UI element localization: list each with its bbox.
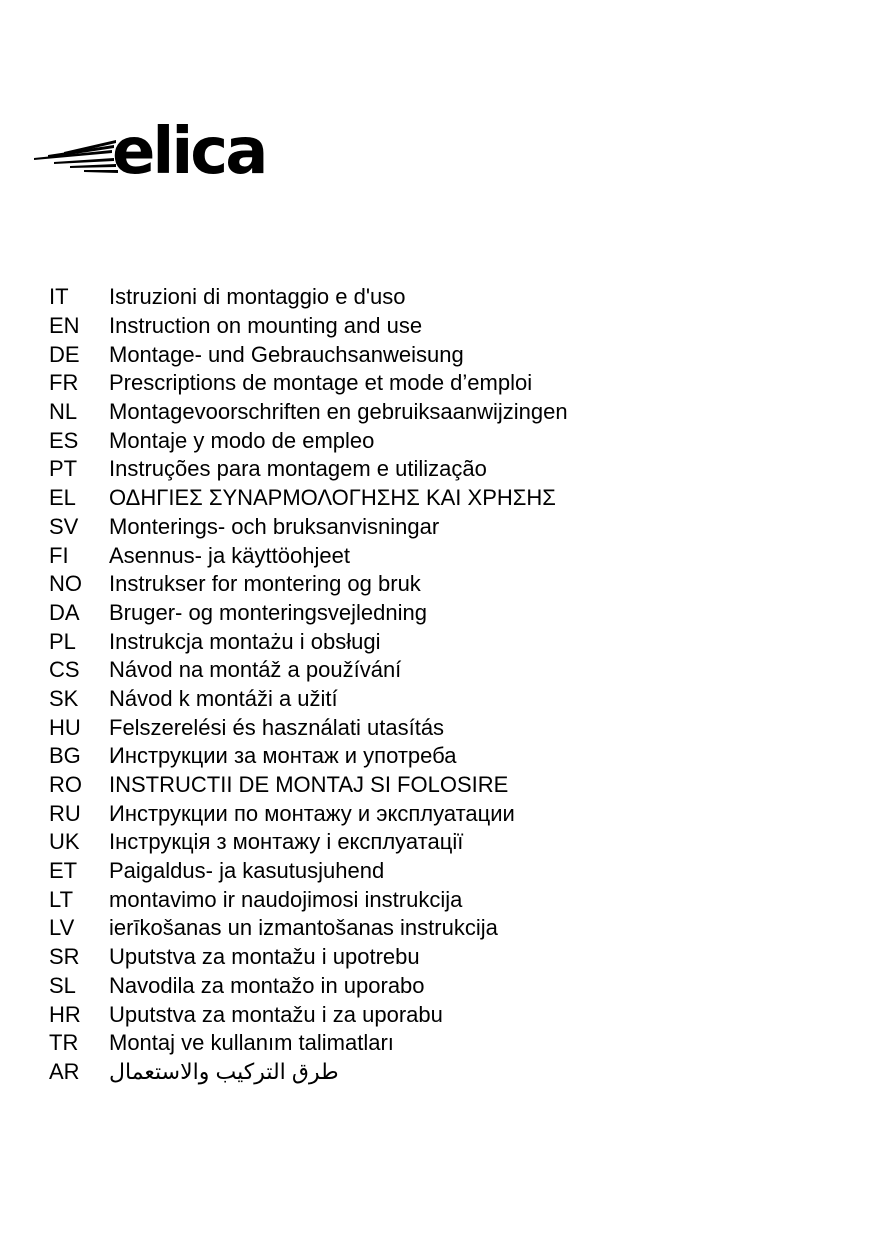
language-instruction-title: Monterings- och bruksanvisningar — [109, 513, 440, 539]
language-row — [49, 570, 568, 599]
language-row — [49, 857, 568, 886]
language-code: UK — [49, 829, 80, 855]
language-code: ET — [49, 858, 78, 884]
language-code: LT — [49, 886, 74, 912]
elica-logo — [34, 115, 296, 189]
language-row — [49, 627, 568, 656]
language-instruction-title: Instruction on mounting and use — [109, 313, 423, 339]
language-instruction-title: Инструкции за монтаж и употреба — [109, 743, 457, 769]
language-instruction-title: Інструкція з монтажу і експлуатації — [109, 829, 464, 855]
language-code: LV — [49, 915, 75, 941]
language-code: IT — [49, 284, 69, 310]
language-code: NO — [49, 571, 82, 597]
language-code: SL — [49, 972, 76, 998]
language-code: AR — [49, 1058, 80, 1084]
language-row — [49, 455, 568, 484]
language-instruction-title: Instrukcja montażu i obsługi — [109, 628, 381, 654]
language-code: DA — [49, 599, 80, 625]
language-instruction-title: Instrukser for montering og bruk — [109, 571, 421, 597]
language-row — [49, 369, 568, 398]
language-instruction-title: Bruger- og monteringsvejledning — [109, 599, 427, 625]
language-row — [49, 426, 568, 455]
language-instruction-title: Uputstva za montažu i upotrebu — [109, 944, 420, 970]
language-instruction-title: montavimo ir naudojimosi instrukcija — [109, 886, 463, 912]
language-row — [49, 828, 568, 857]
language-code: RO — [49, 772, 82, 798]
language-code: FR — [49, 370, 79, 396]
language-row — [49, 1058, 568, 1087]
language-row — [49, 943, 568, 972]
logo-wordmark: elica — [112, 115, 266, 189]
language-instruction-title: طرق التركيب والاستعمال — [109, 1058, 339, 1084]
language-code: CS — [49, 657, 80, 683]
language-code: SK — [49, 685, 79, 711]
language-list — [49, 283, 568, 1086]
language-row — [49, 283, 568, 312]
language-row — [49, 885, 568, 914]
language-row — [49, 398, 568, 427]
language-row — [49, 1029, 568, 1058]
language-instruction-title: Montage- und Gebrauchsanweisung — [109, 341, 464, 367]
language-instruction-title: Uputstva za montažu i za uporabu — [109, 1001, 443, 1027]
language-instruction-title: ierīkošanas un izmantošanas instrukcija — [109, 915, 498, 941]
language-code: BG — [49, 743, 81, 769]
language-code: HU — [49, 714, 81, 740]
language-code: EN — [49, 313, 80, 339]
language-instruction-title: Istruzioni di montaggio e d'uso — [109, 284, 406, 310]
language-row — [49, 599, 568, 628]
language-row — [49, 799, 568, 828]
language-code: TR — [49, 1030, 79, 1056]
language-row — [49, 972, 568, 1001]
language-row — [49, 312, 568, 341]
speed-lines-graphic — [34, 128, 124, 188]
language-instruction-title: Felszerelési és használati utasítás — [109, 714, 445, 740]
language-instruction-title: Asennus- ja käyttöohjeet — [109, 542, 350, 568]
language-instruction-title: Návod na montáž a používání — [109, 657, 402, 683]
language-code: NL — [49, 399, 78, 425]
language-row — [49, 713, 568, 742]
language-code: RU — [49, 800, 81, 826]
language-instruction-title: INSTRUCTII DE MONTAJ SI FOLOSIRE — [109, 772, 509, 798]
language-code: HR — [49, 1001, 81, 1027]
language-instruction-title: Montagevoorschriften en gebruiksaanwijzingen — [109, 399, 568, 425]
language-instruction-title: Instruções para montagem e utilização — [109, 456, 487, 482]
language-code: PL — [49, 628, 76, 654]
language-row — [49, 1000, 568, 1029]
language-code: ES — [49, 427, 79, 453]
language-row — [49, 484, 568, 513]
language-row — [49, 914, 568, 943]
language-instruction-title: Montaje y modo de empleo — [109, 427, 375, 453]
language-row — [49, 742, 568, 771]
language-instruction-title: Navodila za montažo in uporabo — [109, 972, 425, 998]
language-instruction-title: Paigaldus- ja kasutusjuhend — [109, 858, 385, 884]
language-code: PT — [49, 456, 78, 482]
language-code: DE — [49, 341, 80, 367]
language-code: EL — [49, 485, 76, 511]
language-code: SR — [49, 944, 80, 970]
language-row — [49, 771, 568, 800]
language-instruction-title: Návod k montáži a užití — [109, 685, 338, 711]
language-instruction-title: Montaj ve kullanım talimatları — [109, 1030, 394, 1056]
language-row — [49, 541, 568, 570]
language-code: SV — [49, 513, 79, 539]
language-row — [49, 513, 568, 542]
language-code: FI — [49, 542, 69, 568]
language-row — [49, 340, 568, 369]
language-instruction-title: ΟΔΗΓΙΕΣ ΣΥΝΑΡΜΟΛΟΓΗΣΗΣ ΚΑΙ ΧΡΗΣΗΣ — [109, 485, 556, 511]
language-instruction-title: Инструкции по монтажу и эксплуатации — [109, 800, 515, 826]
language-row — [49, 656, 568, 685]
language-row — [49, 685, 568, 714]
language-instruction-title: Prescriptions de montage et mode d’emploi — [109, 370, 533, 396]
